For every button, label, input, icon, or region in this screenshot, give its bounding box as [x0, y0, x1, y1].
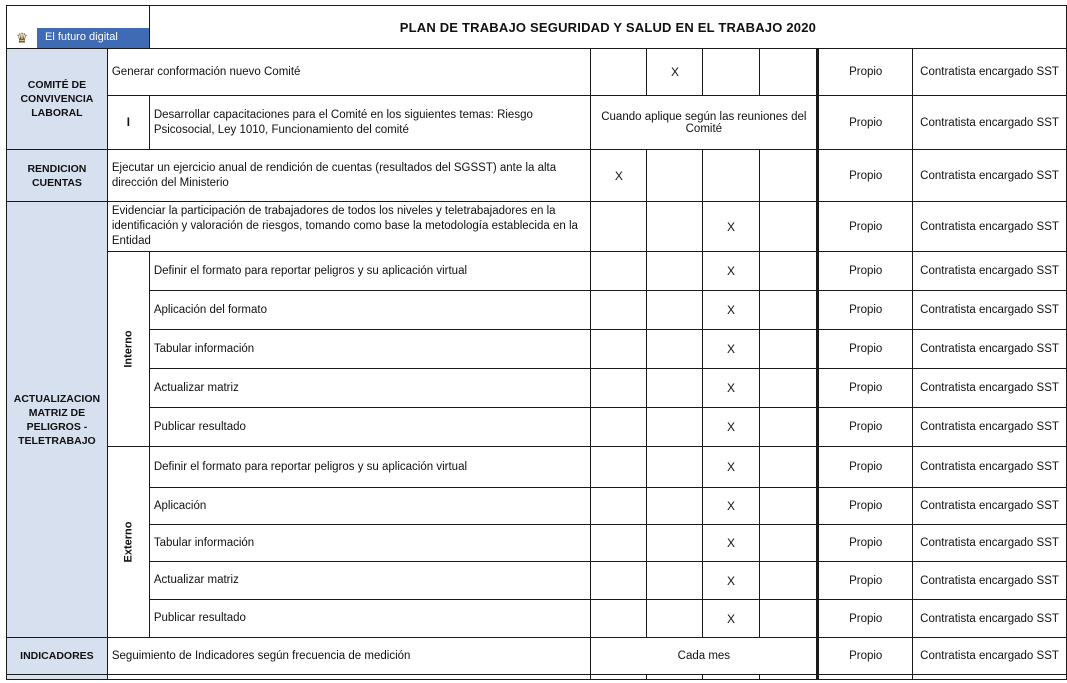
activity-cell: Tabular información — [149, 525, 591, 562]
table-row — [7, 330, 1067, 369]
table-row — [7, 202, 1067, 252]
month-cell — [591, 369, 647, 408]
activity-cell: Seguimiento de Indicadores según frecuencia de medición — [107, 638, 591, 675]
month-cell — [591, 252, 647, 291]
month-cell — [647, 600, 703, 638]
month-cell — [591, 291, 647, 330]
table-row — [7, 291, 1067, 330]
resource-cell — [818, 675, 913, 680]
responsible-cell: Contratista encargado SST — [913, 330, 1067, 369]
mark-cell: X — [703, 488, 759, 525]
activity-cell: Aplicación — [149, 488, 591, 525]
activity-cell: Actualizar matriz — [149, 369, 591, 408]
month-cell — [591, 488, 647, 525]
resource-cell: Propio — [818, 150, 913, 202]
activity-prefix: I — [107, 96, 149, 150]
month-cell — [647, 447, 703, 488]
activity-cell: Evidenciar la participación de trabajadores de todos los niveles y teletrabajadores en la identificación y valoración de riesgos, tomando como base la metodología establecida en la Entidad — [107, 202, 591, 252]
activity-cell: Publicar resultado — [149, 600, 591, 638]
month-cell — [759, 600, 818, 638]
table-row — [7, 488, 1067, 525]
resource-cell: Propio — [818, 408, 913, 447]
month-cell — [647, 252, 703, 291]
month-cell — [759, 150, 818, 202]
resource-cell: Propio — [818, 252, 913, 291]
table-row — [7, 562, 1067, 600]
month-cell — [647, 330, 703, 369]
month-cell — [759, 525, 818, 562]
month-cell — [759, 562, 818, 600]
category-comite: COMITÉ DE CONVIVENCIA LABORAL — [7, 49, 108, 150]
month-cell — [647, 675, 703, 680]
responsible-cell: Contratista encargado SST — [913, 291, 1067, 330]
activity-cell: Desarrollar capacitaciones para el Comité en los siguientes temas: Riesgo Psicosocial, Ley 1010, Funcionamiento del comité — [149, 96, 591, 150]
mark-cell: X — [703, 525, 759, 562]
month-cell — [647, 291, 703, 330]
responsible-cell: Contratista encargado SST — [913, 96, 1067, 150]
responsible-cell: Contratista encargado SST — [913, 150, 1067, 202]
month-cell — [647, 488, 703, 525]
subgroup-interno — [107, 252, 149, 447]
month-cell — [703, 49, 759, 96]
month-cell — [591, 49, 647, 96]
month-cell — [647, 525, 703, 562]
responsible-cell: Contratista encargado SST — [913, 252, 1067, 291]
resource-cell: Propio — [818, 202, 913, 252]
subgroup-externo — [107, 447, 149, 638]
logo-text: El futuro digital — [45, 31, 118, 43]
mark-cell: X — [703, 562, 759, 600]
table-row — [7, 447, 1067, 488]
month-cell — [759, 49, 818, 96]
month-cell — [591, 408, 647, 447]
mark-cell: X — [647, 49, 703, 96]
mark-cell: X — [703, 252, 759, 291]
table-row — [7, 638, 1067, 675]
activity-cell: Definir el formato para reportar peligros y su aplicación virtual — [149, 447, 591, 488]
responsible-cell: Contratista encargado SST — [913, 408, 1067, 447]
resource-cell: Propio — [818, 96, 913, 150]
mark-cell: X — [703, 600, 759, 638]
resource-cell: Propio — [818, 638, 913, 675]
responsible-cell: Contratista encargado SST — [913, 638, 1067, 675]
mark-cell: X — [703, 291, 759, 330]
resource-cell: Propio — [818, 369, 913, 408]
month-cell — [703, 150, 759, 202]
month-cell — [759, 202, 818, 252]
subgroup-label: Externo — [122, 521, 135, 563]
category-rendicion: RENDICION CUENTAS — [7, 150, 108, 202]
page-title: PLAN DE TRABAJO SEGURIDAD Y SALUD EN EL TRABAJO 2020 — [149, 6, 1066, 49]
mark-cell: X — [703, 202, 759, 252]
month-cell — [591, 675, 647, 680]
responsible-cell: Contratista encargado SST — [913, 447, 1067, 488]
month-cell — [759, 291, 818, 330]
frequency-cell: Cada mes — [591, 638, 818, 675]
month-cell — [647, 408, 703, 447]
mark-cell: X — [591, 150, 647, 202]
mark-cell: X — [703, 408, 759, 447]
responsible-cell: Contratista encargado SST — [913, 562, 1067, 600]
month-cell — [647, 369, 703, 408]
resource-cell: Propio — [818, 488, 913, 525]
responsible-cell: Contratista encargado SST — [913, 600, 1067, 638]
table-row — [7, 600, 1067, 638]
resource-cell: Propio — [818, 49, 913, 96]
responsible-cell — [913, 675, 1067, 680]
resource-cell: Propio — [818, 562, 913, 600]
responsible-cell: Contratista encargado SST — [913, 525, 1067, 562]
plan-table — [6, 5, 1067, 680]
table-row — [7, 369, 1067, 408]
resource-cell: Propio — [818, 447, 913, 488]
coat-of-arms-icon: ♛ — [7, 28, 37, 48]
table-row — [7, 96, 1067, 150]
month-cell — [759, 488, 818, 525]
activity-cell — [107, 675, 591, 680]
mark-cell: X — [703, 447, 759, 488]
activity-cell: Tabular información — [149, 330, 591, 369]
month-cell — [591, 447, 647, 488]
month-cell — [647, 202, 703, 252]
frequency-cell: Cuando aplique según las reuniones del Comité — [591, 96, 818, 150]
mark-cell: X — [703, 369, 759, 408]
category-cell — [7, 675, 108, 680]
month-cell — [591, 330, 647, 369]
table-row — [7, 49, 1067, 96]
responsible-cell: Contratista encargado SST — [913, 488, 1067, 525]
month-cell — [647, 562, 703, 600]
category-indicadores: INDICADORES — [7, 638, 108, 675]
month-cell — [591, 525, 647, 562]
month-cell — [591, 562, 647, 600]
month-cell — [759, 369, 818, 408]
activity-cell: Aplicación del formato — [149, 291, 591, 330]
month-cell — [759, 252, 818, 291]
responsible-cell: Contratista encargado SST — [913, 49, 1067, 96]
table-row — [7, 150, 1067, 202]
logo-cell — [7, 6, 150, 49]
activity-cell: Actualizar matriz — [149, 562, 591, 600]
responsible-cell: Contratista encargado SST — [913, 202, 1067, 252]
month-cell — [591, 202, 647, 252]
table-row — [7, 252, 1067, 291]
responsible-cell: Contratista encargado SST — [913, 369, 1067, 408]
activity-cell: Ejecutar un ejercicio anual de rendición de cuentas (resultados del SGSST) ante la alta dirección del Ministerio — [107, 150, 591, 202]
resource-cell: Propio — [818, 600, 913, 638]
month-cell — [591, 600, 647, 638]
logo-banner — [7, 28, 149, 48]
table-row — [7, 408, 1067, 447]
month-cell — [647, 150, 703, 202]
mark-cell: X — [703, 330, 759, 369]
header-row — [7, 6, 1067, 49]
activity-cell: Generar conformación nuevo Comité — [107, 49, 591, 96]
month-cell — [759, 675, 818, 680]
resource-cell: Propio — [818, 330, 913, 369]
table-row — [7, 525, 1067, 562]
month-cell — [759, 330, 818, 369]
activity-cell: Publicar resultado — [149, 408, 591, 447]
month-cell — [703, 675, 759, 680]
month-cell — [759, 408, 818, 447]
activity-cell: Definir el formato para reportar peligros y su aplicación virtual — [149, 252, 591, 291]
subgroup-label: Interno — [122, 330, 135, 368]
resource-cell: Propio — [818, 291, 913, 330]
resource-cell: Propio — [818, 525, 913, 562]
category-actualizacion: ACTUALIZACION MATRIZ DE PELIGROS - TELETRABAJO — [7, 202, 108, 638]
month-cell — [759, 447, 818, 488]
table-row-partial — [7, 675, 1067, 680]
